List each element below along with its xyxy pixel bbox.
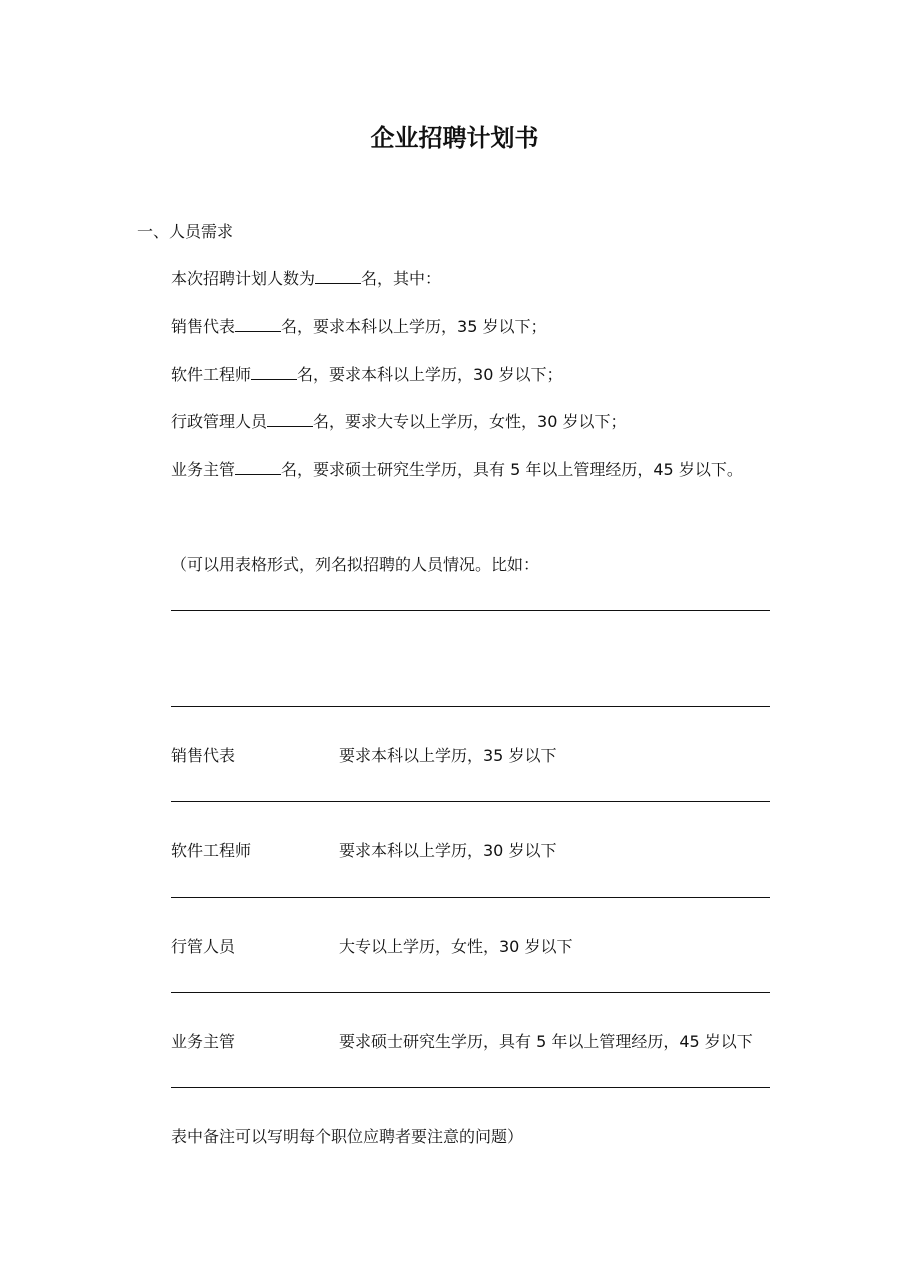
table-rule (171, 1087, 770, 1088)
table-cell-name: 行管人员 (171, 937, 236, 956)
need-line-admin (171, 409, 626, 432)
table-cell-requirement: 要求本科以上学历，30 岁以下 (339, 841, 557, 860)
need-role: 行政管理人员 (171, 412, 268, 431)
table-note: 表中备注可以写明每个职位应聘者要注意的问题） (171, 1127, 524, 1146)
table-cell-requirement: 要求硕士研究生学历，具有 5 年以上管理经历，45 岁以下 (339, 1032, 753, 1051)
blank-field (235, 460, 281, 475)
blank-field (251, 365, 297, 380)
need-role: 销售代表 (171, 317, 236, 336)
plan-total-line (171, 266, 441, 289)
page-title: 企业招聘计划书 (370, 124, 539, 152)
need-suffix: 名，要求硕士研究生学历，具有 5 年以上管理经历，45 岁以下。 (281, 460, 743, 479)
table-rule (171, 992, 770, 993)
blank-field (315, 269, 361, 284)
need-line-sales (171, 314, 546, 337)
table-cell-name: 业务主管 (171, 1032, 236, 1051)
table-cell-requirement: 大专以上学历，女性，30 岁以下 (339, 937, 573, 956)
need-role: 软件工程师 (171, 365, 252, 384)
need-suffix: 名，要求本科以上学历，35 岁以下； (281, 317, 547, 336)
need-line-supervisor (171, 457, 743, 480)
table-rule (171, 801, 770, 802)
plan-total-prefix: 本次招聘计划人数为 (171, 269, 316, 288)
blank-field (235, 317, 281, 332)
need-role: 业务主管 (171, 460, 236, 479)
plan-total-suffix: 名，其中： (361, 269, 442, 288)
table-cell-name: 销售代表 (171, 746, 236, 765)
need-suffix: 名，要求大专以上学历，女性，30 岁以下； (313, 412, 627, 431)
table-rule (171, 610, 770, 611)
table-rule (171, 706, 770, 707)
table-cell-requirement: 要求本科以上学历，35 岁以下 (339, 746, 557, 765)
table-rule (171, 897, 770, 898)
table-cell-name: 软件工程师 (171, 841, 252, 860)
table-intro: （可以用表格形式，列名拟招聘的人员情况。比如： (171, 555, 540, 574)
need-line-engineer (171, 362, 562, 385)
section-heading: 一、人员需求 (137, 222, 234, 241)
need-suffix: 名，要求本科以上学历，30 岁以下； (297, 365, 563, 384)
blank-field (267, 412, 313, 427)
